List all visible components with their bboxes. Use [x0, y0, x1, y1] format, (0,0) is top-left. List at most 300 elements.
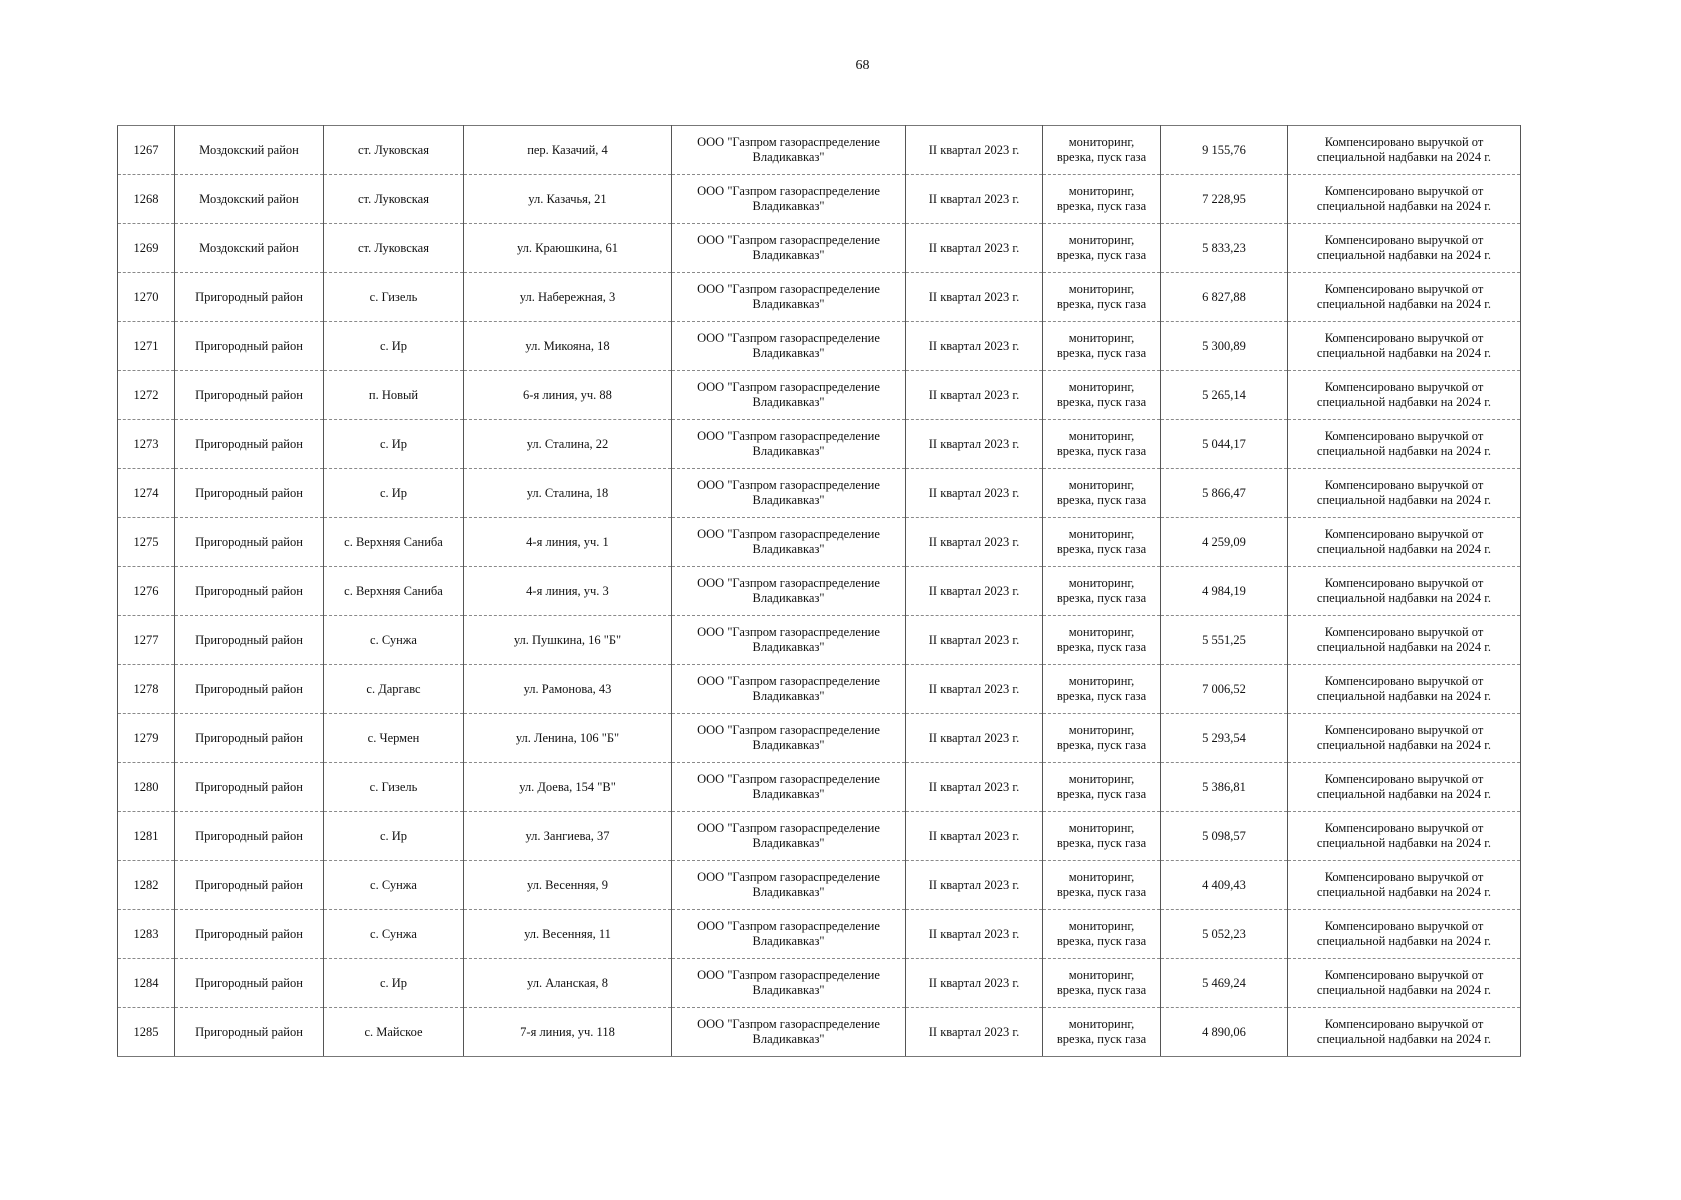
- row-number-cell: [118, 812, 175, 861]
- table-row: [118, 1008, 1521, 1057]
- table-row: [118, 175, 1521, 224]
- cost-cell: [1161, 616, 1288, 665]
- organization-text: ООО "Газпром газораспределение: [697, 331, 880, 345]
- status-cell: [1288, 371, 1521, 420]
- district-cell: [175, 763, 324, 812]
- locality-cell: [324, 175, 464, 224]
- status-cell: [1288, 861, 1521, 910]
- status-text: Компенсировано выручкой от: [1324, 625, 1484, 639]
- locality-cell: [324, 273, 464, 322]
- quarter-cell: [906, 1008, 1043, 1057]
- cost-text: 4 984,19: [1202, 583, 1246, 598]
- works-text: мониторинг,: [1068, 429, 1135, 443]
- status-text: специальной надбавки на 2024 г.: [1316, 297, 1492, 311]
- locality-text: с. Верхняя Саниба: [344, 583, 443, 598]
- quarter-cell: [906, 616, 1043, 665]
- row-number-cell: [118, 420, 175, 469]
- row-number-cell: [118, 126, 175, 175]
- table-row: [118, 567, 1521, 616]
- district-text: Пригородный район: [195, 1024, 303, 1039]
- works-cell: [1043, 861, 1161, 910]
- status-cell: [1288, 322, 1521, 371]
- organization-cell: [672, 175, 906, 224]
- status-cell: [1288, 665, 1521, 714]
- address-cell: [464, 518, 672, 567]
- district-cell: [175, 861, 324, 910]
- district-text: Пригородный район: [195, 485, 303, 500]
- district-text: Моздокский район: [199, 191, 299, 206]
- locality-text: с. Ир: [379, 485, 408, 500]
- district-text: Моздокский район: [199, 240, 299, 255]
- locality-cell: [324, 714, 464, 763]
- organization-cell: [672, 763, 906, 812]
- row-number-text: 1267: [133, 142, 159, 157]
- status-text: специальной надбавки на 2024 г.: [1316, 836, 1492, 850]
- cost-cell: [1161, 959, 1288, 1008]
- table-row: [118, 665, 1521, 714]
- organization-text: ООО "Газпром газораспределение: [697, 919, 880, 933]
- quarter-cell: [906, 126, 1043, 175]
- registry-table-body: [118, 126, 1521, 1057]
- row-number-cell: [118, 567, 175, 616]
- cost-cell: [1161, 273, 1288, 322]
- cost-cell: [1161, 175, 1288, 224]
- address-cell: [464, 175, 672, 224]
- address-text: 7-я линия, уч. 118: [520, 1024, 615, 1039]
- locality-cell: [324, 371, 464, 420]
- row-number-text: 1277: [133, 632, 159, 647]
- cost-text: 4 409,43: [1202, 877, 1246, 892]
- organization-text: Владикавказ": [752, 248, 825, 262]
- cost-cell: [1161, 665, 1288, 714]
- works-cell: [1043, 322, 1161, 371]
- district-text: Пригородный район: [195, 681, 303, 696]
- works-text: мониторинг,: [1068, 331, 1135, 345]
- organization-text: Владикавказ": [752, 346, 825, 360]
- district-cell: [175, 959, 324, 1008]
- quarter-text: II квартал 2023 г.: [928, 632, 1020, 647]
- address-text: ул. Краюшкина, 61: [516, 240, 619, 255]
- status-text: Компенсировано выручкой от: [1324, 331, 1484, 345]
- table-row: [118, 861, 1521, 910]
- row-number-text: 1273: [133, 436, 159, 451]
- address-text: ул. Зангиева, 37: [525, 828, 610, 843]
- locality-cell: [324, 224, 464, 273]
- works-text: мониторинг,: [1068, 625, 1135, 639]
- quarter-text: II квартал 2023 г.: [928, 975, 1020, 990]
- status-text: Компенсировано выручкой от: [1324, 282, 1484, 296]
- works-cell: [1043, 126, 1161, 175]
- cost-cell: [1161, 714, 1288, 763]
- status-text: специальной надбавки на 2024 г.: [1316, 395, 1492, 409]
- cost-cell: [1161, 224, 1288, 273]
- address-cell: [464, 714, 672, 763]
- cost-text: 6 827,88: [1202, 289, 1246, 304]
- works-text: врезка, пуск газа: [1056, 542, 1147, 556]
- works-text: мониторинг,: [1068, 184, 1135, 198]
- works-text: мониторинг,: [1068, 772, 1135, 786]
- district-text: Пригородный район: [195, 779, 303, 794]
- row-number-text: 1270: [133, 289, 159, 304]
- organization-text: ООО "Газпром газораспределение: [697, 135, 880, 149]
- organization-cell: [672, 812, 906, 861]
- locality-text: с. Гизель: [369, 289, 418, 304]
- quarter-text: II квартал 2023 г.: [928, 877, 1020, 892]
- status-text: Компенсировано выручкой от: [1324, 527, 1484, 541]
- quarter-cell: [906, 175, 1043, 224]
- status-cell: [1288, 763, 1521, 812]
- works-text: мониторинг,: [1068, 723, 1135, 737]
- quarter-cell: [906, 371, 1043, 420]
- locality-cell: [324, 1008, 464, 1057]
- status-text: Компенсировано выручкой от: [1324, 478, 1484, 492]
- works-text: врезка, пуск газа: [1056, 787, 1147, 801]
- address-cell: [464, 1008, 672, 1057]
- organization-text: Владикавказ": [752, 640, 825, 654]
- address-text: пер. Казачий, 4: [527, 142, 608, 157]
- works-cell: [1043, 910, 1161, 959]
- locality-text: с. Майское: [364, 1024, 423, 1039]
- organization-text: ООО "Газпром газораспределение: [697, 233, 880, 247]
- quarter-cell: [906, 224, 1043, 273]
- organization-text: Владикавказ": [752, 395, 825, 409]
- organization-text: ООО "Газпром газораспределение: [697, 821, 880, 835]
- works-text: мониторинг,: [1068, 919, 1135, 933]
- address-text: ул. Сталина, 18: [526, 485, 609, 500]
- organization-text: Владикавказ": [752, 591, 825, 605]
- district-cell: [175, 1008, 324, 1057]
- locality-text: ст. Луковская: [358, 191, 429, 206]
- row-number-text: 1285: [133, 1024, 159, 1039]
- address-text: ул. Микояна, 18: [525, 338, 610, 353]
- district-cell: [175, 812, 324, 861]
- status-text: Компенсировано выручкой от: [1324, 135, 1484, 149]
- quarter-cell: [906, 665, 1043, 714]
- status-cell: [1288, 714, 1521, 763]
- registry-table: [117, 125, 1521, 1057]
- district-text: Моздокский район: [199, 142, 299, 157]
- table-row: [118, 763, 1521, 812]
- locality-text: с. Ир: [379, 338, 408, 353]
- locality-text: с. Сунжа: [370, 632, 417, 647]
- locality-text: с. Ир: [379, 436, 408, 451]
- quarter-cell: [906, 322, 1043, 371]
- works-text: врезка, пуск газа: [1056, 738, 1147, 752]
- organization-cell: [672, 224, 906, 273]
- row-number-text: 1269: [133, 240, 159, 255]
- cost-text: 5 098,57: [1202, 828, 1246, 843]
- cost-text: 5 293,54: [1202, 730, 1246, 745]
- quarter-cell: [906, 518, 1043, 567]
- organization-text: ООО "Газпром газораспределение: [697, 625, 880, 639]
- district-text: Пригородный район: [195, 975, 303, 990]
- district-cell: [175, 616, 324, 665]
- status-text: специальной надбавки на 2024 г.: [1316, 150, 1492, 164]
- status-text: Компенсировано выручкой от: [1324, 674, 1484, 688]
- district-text: Пригородный район: [195, 338, 303, 353]
- table-row: [118, 714, 1521, 763]
- row-number-cell: [118, 175, 175, 224]
- address-text: ул. Весенняя, 11: [524, 926, 611, 941]
- locality-cell: [324, 812, 464, 861]
- works-text: врезка, пуск газа: [1056, 150, 1147, 164]
- address-cell: [464, 567, 672, 616]
- status-text: специальной надбавки на 2024 г.: [1316, 199, 1492, 213]
- organization-text: Владикавказ": [752, 738, 825, 752]
- table-row: [118, 420, 1521, 469]
- cost-cell: [1161, 371, 1288, 420]
- table-row: [118, 371, 1521, 420]
- works-cell: [1043, 420, 1161, 469]
- row-number-cell: [118, 861, 175, 910]
- organization-text: ООО "Газпром газораспределение: [697, 674, 880, 688]
- works-text: мониторинг,: [1068, 135, 1135, 149]
- locality-cell: [324, 910, 464, 959]
- works-text: мониторинг,: [1068, 968, 1135, 982]
- district-text: Пригородный район: [195, 877, 303, 892]
- organization-text: ООО "Газпром газораспределение: [697, 282, 880, 296]
- quarter-cell: [906, 959, 1043, 1008]
- works-text: мониторинг,: [1068, 870, 1135, 884]
- works-text: врезка, пуск газа: [1056, 346, 1147, 360]
- quarter-text: II квартал 2023 г.: [928, 289, 1020, 304]
- cost-text: 5 044,17: [1202, 436, 1246, 451]
- address-cell: [464, 910, 672, 959]
- address-text: ул. Сталина, 22: [526, 436, 609, 451]
- address-text: ул. Доева, 154 "В": [519, 779, 616, 794]
- organization-cell: [672, 322, 906, 371]
- quarter-text: II квартал 2023 г.: [928, 779, 1020, 794]
- locality-text: с. Ир: [379, 975, 408, 990]
- quarter-text: II квартал 2023 г.: [928, 436, 1020, 451]
- address-cell: [464, 763, 672, 812]
- status-cell: [1288, 518, 1521, 567]
- row-number-text: 1279: [133, 730, 159, 745]
- table-row: [118, 273, 1521, 322]
- address-cell: [464, 371, 672, 420]
- status-cell: [1288, 567, 1521, 616]
- status-text: Компенсировано выручкой от: [1324, 772, 1484, 786]
- cost-text: 5 052,23: [1202, 926, 1246, 941]
- address-cell: [464, 812, 672, 861]
- status-text: Компенсировано выручкой от: [1324, 968, 1484, 982]
- cost-text: 5 469,24: [1202, 975, 1246, 990]
- organization-cell: [672, 371, 906, 420]
- locality-text: п. Новый: [368, 387, 419, 402]
- status-text: специальной надбавки на 2024 г.: [1316, 640, 1492, 654]
- locality-cell: [324, 567, 464, 616]
- district-text: Пригородный район: [195, 436, 303, 451]
- cost-text: 5 386,81: [1202, 779, 1246, 794]
- quarter-text: II квартал 2023 г.: [928, 1024, 1020, 1039]
- table-row: [118, 126, 1521, 175]
- row-number-cell: [118, 616, 175, 665]
- address-cell: [464, 665, 672, 714]
- table-row: [118, 910, 1521, 959]
- organization-text: Владикавказ": [752, 885, 825, 899]
- status-text: Компенсировано выручкой от: [1324, 919, 1484, 933]
- status-text: Компенсировано выручкой от: [1324, 233, 1484, 247]
- organization-cell: [672, 616, 906, 665]
- locality-cell: [324, 959, 464, 1008]
- works-text: мониторинг,: [1068, 527, 1135, 541]
- row-number-cell: [118, 371, 175, 420]
- status-text: специальной надбавки на 2024 г.: [1316, 493, 1492, 507]
- row-number-text: 1281: [133, 828, 159, 843]
- cost-cell: [1161, 518, 1288, 567]
- locality-cell: [324, 469, 464, 518]
- row-number-text: 1274: [133, 485, 159, 500]
- works-text: врезка, пуск газа: [1056, 493, 1147, 507]
- district-cell: [175, 665, 324, 714]
- locality-text: с. Даргавс: [366, 681, 421, 696]
- row-number-text: 1268: [133, 191, 159, 206]
- address-text: ул. Набережная, 3: [519, 289, 616, 304]
- district-cell: [175, 518, 324, 567]
- row-number-cell: [118, 714, 175, 763]
- quarter-cell: [906, 812, 1043, 861]
- organization-text: Владикавказ": [752, 444, 825, 458]
- table-row: [118, 518, 1521, 567]
- address-cell: [464, 861, 672, 910]
- locality-cell: [324, 126, 464, 175]
- district-text: Пригородный район: [195, 828, 303, 843]
- status-text: специальной надбавки на 2024 г.: [1316, 248, 1492, 262]
- works-cell: [1043, 518, 1161, 567]
- status-text: специальной надбавки на 2024 г.: [1316, 983, 1492, 997]
- quarter-text: II квартал 2023 г.: [928, 485, 1020, 500]
- works-cell: [1043, 763, 1161, 812]
- organization-cell: [672, 714, 906, 763]
- works-text: врезка, пуск газа: [1056, 640, 1147, 654]
- cost-cell: [1161, 469, 1288, 518]
- status-text: Компенсировано выручкой от: [1324, 429, 1484, 443]
- address-text: ул. Ленина, 106 "Б": [515, 730, 620, 745]
- works-cell: [1043, 714, 1161, 763]
- cost-text: 5 265,14: [1202, 387, 1246, 402]
- status-text: Компенсировано выручкой от: [1324, 723, 1484, 737]
- locality-text: ст. Луковская: [358, 240, 429, 255]
- organization-text: Владикавказ": [752, 542, 825, 556]
- table-row: [118, 224, 1521, 273]
- status-cell: [1288, 126, 1521, 175]
- cost-cell: [1161, 1008, 1288, 1057]
- organization-cell: [672, 910, 906, 959]
- status-text: специальной надбавки на 2024 г.: [1316, 1032, 1492, 1046]
- status-text: Компенсировано выручкой от: [1324, 870, 1484, 884]
- cost-text: 4 890,06: [1202, 1024, 1246, 1039]
- works-cell: [1043, 469, 1161, 518]
- address-cell: [464, 273, 672, 322]
- row-number-text: 1276: [133, 583, 159, 598]
- district-cell: [175, 273, 324, 322]
- works-cell: [1043, 616, 1161, 665]
- row-number-text: 1282: [133, 877, 159, 892]
- district-cell: [175, 469, 324, 518]
- quarter-cell: [906, 861, 1043, 910]
- quarter-text: II квартал 2023 г.: [928, 534, 1020, 549]
- works-text: врезка, пуск газа: [1056, 1032, 1147, 1046]
- district-text: Пригородный район: [195, 289, 303, 304]
- status-text: специальной надбавки на 2024 г.: [1316, 934, 1492, 948]
- quarter-cell: [906, 420, 1043, 469]
- quarter-text: II квартал 2023 г.: [928, 730, 1020, 745]
- address-cell: [464, 420, 672, 469]
- district-cell: [175, 714, 324, 763]
- works-text: врезка, пуск газа: [1056, 934, 1147, 948]
- quarter-text: II квартал 2023 г.: [928, 583, 1020, 598]
- row-number-text: 1284: [133, 975, 159, 990]
- organization-text: ООО "Газпром газораспределение: [697, 772, 880, 786]
- locality-text: с. Верхняя Саниба: [344, 534, 443, 549]
- organization-text: Владикавказ": [752, 787, 825, 801]
- organization-text: ООО "Газпром газораспределение: [697, 968, 880, 982]
- status-text: специальной надбавки на 2024 г.: [1316, 738, 1492, 752]
- address-cell: [464, 959, 672, 1008]
- table-row: [118, 959, 1521, 1008]
- works-text: мониторинг,: [1068, 380, 1135, 394]
- district-text: Пригородный район: [195, 387, 303, 402]
- cost-cell: [1161, 861, 1288, 910]
- address-text: ул. Рамонова, 43: [523, 681, 612, 696]
- locality-cell: [324, 861, 464, 910]
- works-text: врезка, пуск газа: [1056, 248, 1147, 262]
- organization-cell: [672, 861, 906, 910]
- status-cell: [1288, 959, 1521, 1008]
- district-text: Пригородный район: [195, 534, 303, 549]
- organization-text: Владикавказ": [752, 934, 825, 948]
- works-text: мониторинг,: [1068, 1017, 1135, 1031]
- address-cell: [464, 322, 672, 371]
- locality-text: с. Чермен: [367, 730, 420, 745]
- organization-text: Владикавказ": [752, 150, 825, 164]
- cost-cell: [1161, 763, 1288, 812]
- status-cell: [1288, 469, 1521, 518]
- works-cell: [1043, 567, 1161, 616]
- works-cell: [1043, 371, 1161, 420]
- cost-text: 5 300,89: [1202, 338, 1246, 353]
- row-number-text: 1272: [133, 387, 159, 402]
- status-cell: [1288, 273, 1521, 322]
- cost-text: 7 228,95: [1202, 191, 1246, 206]
- table-row: [118, 812, 1521, 861]
- quarter-text: II квартал 2023 г.: [928, 926, 1020, 941]
- organization-cell: [672, 665, 906, 714]
- table-row: [118, 322, 1521, 371]
- row-number-cell: [118, 322, 175, 371]
- district-cell: [175, 371, 324, 420]
- organization-text: Владикавказ": [752, 983, 825, 997]
- row-number-cell: [118, 1008, 175, 1057]
- address-cell: [464, 126, 672, 175]
- works-cell: [1043, 959, 1161, 1008]
- organization-text: Владикавказ": [752, 297, 825, 311]
- works-cell: [1043, 224, 1161, 273]
- address-text: 6-я линия, уч. 88: [523, 387, 612, 402]
- status-text: специальной надбавки на 2024 г.: [1316, 346, 1492, 360]
- works-text: врезка, пуск газа: [1056, 444, 1147, 458]
- works-cell: [1043, 812, 1161, 861]
- quarter-text: II квартал 2023 г.: [928, 828, 1020, 843]
- table-row: [118, 616, 1521, 665]
- quarter-cell: [906, 273, 1043, 322]
- cost-cell: [1161, 812, 1288, 861]
- table-row: [118, 469, 1521, 518]
- organization-cell: [672, 469, 906, 518]
- row-number-cell: [118, 469, 175, 518]
- organization-text: Владикавказ": [752, 493, 825, 507]
- organization-cell: [672, 518, 906, 567]
